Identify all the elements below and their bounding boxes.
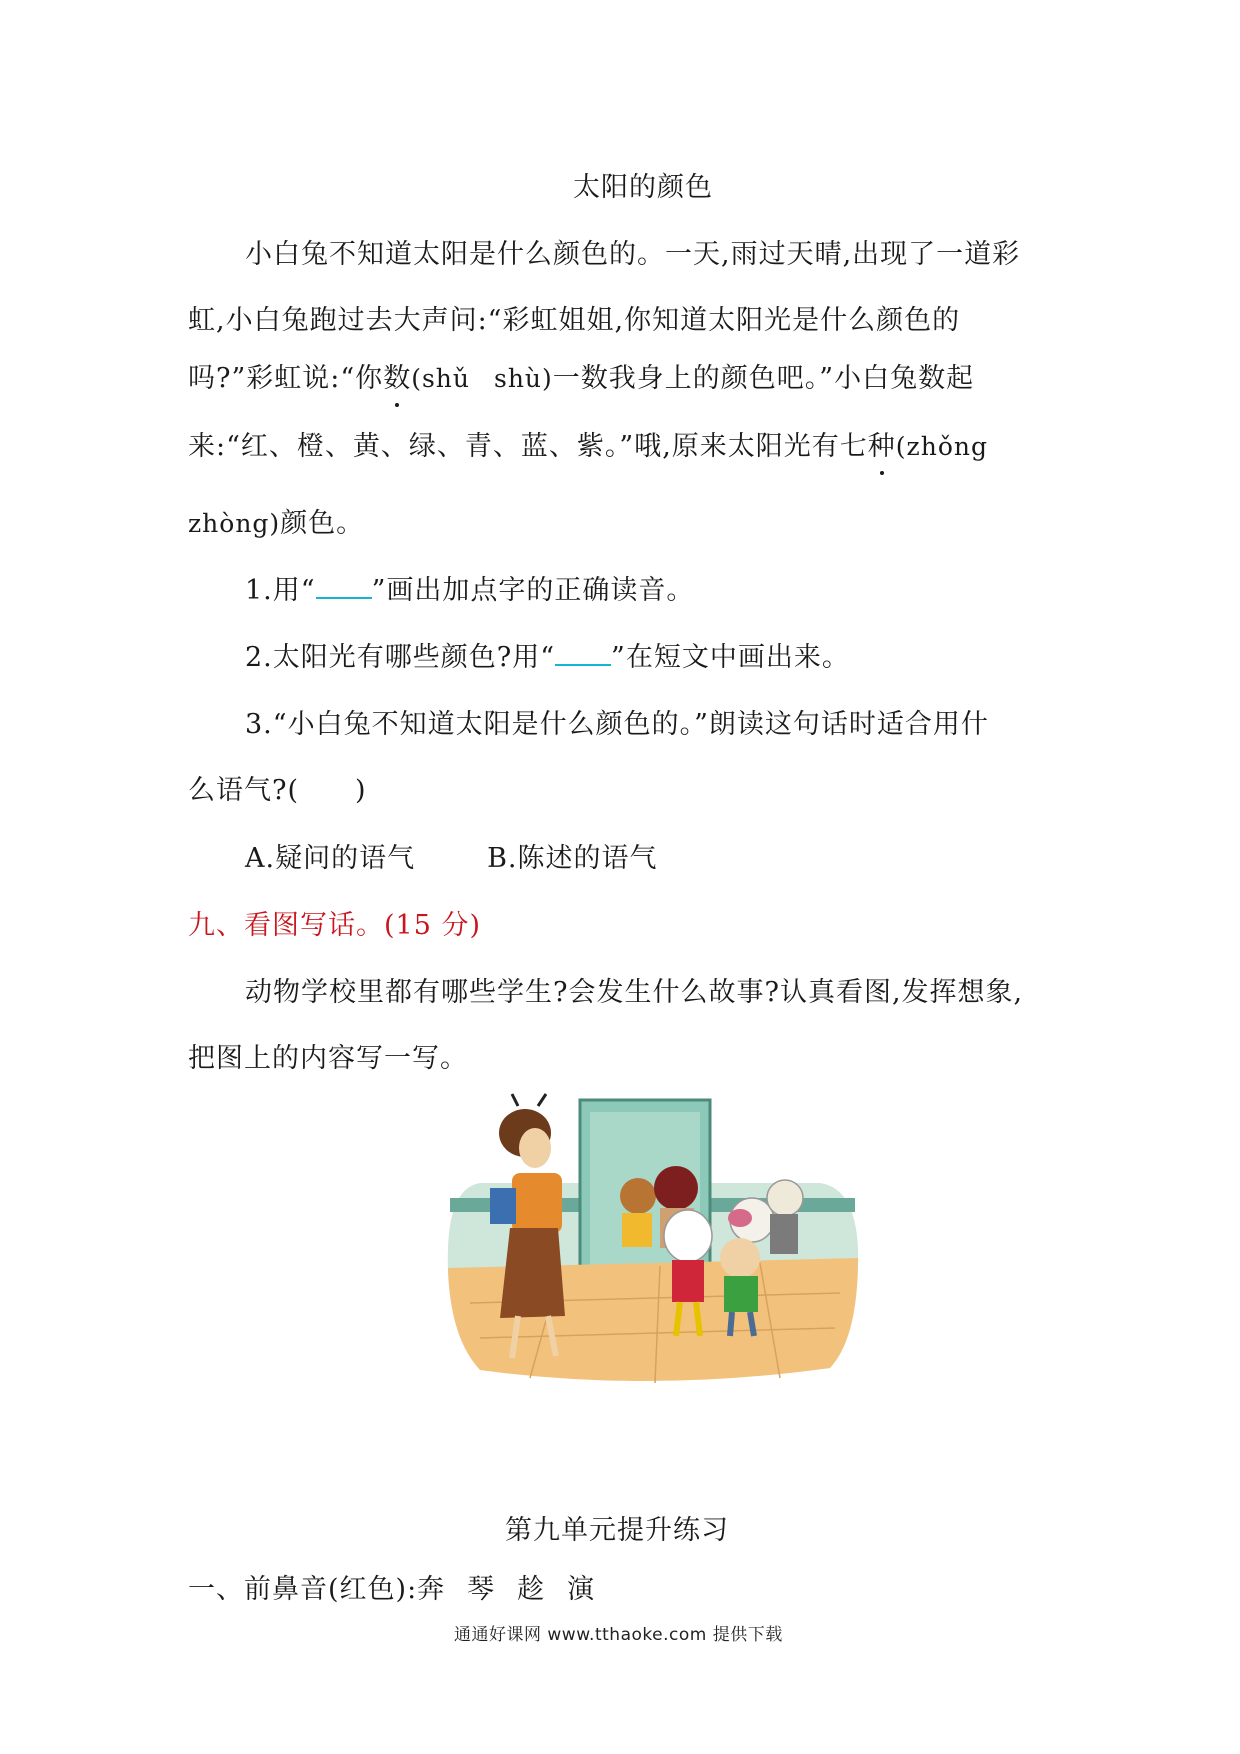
passage-line-1: 小白兔不知道太阳是什么颜色的。一天,雨过天晴,出现了一道彩 [245,239,1021,270]
question-3-line-1: 3.“小白兔不知道太阳是什么颜色的。”朗读这句话时适合用什 [245,709,989,740]
footer [454,1620,783,1645]
pinyin-option: (zhǒng [895,432,988,461]
question-1 [245,568,694,607]
unit-question-1 [188,1567,595,1606]
question-text: 2.太阳光有哪些颜色?用“ [245,642,556,673]
pinyin-option: (shǔ [411,364,470,393]
pinyin-option: zhòng) [188,509,281,538]
classroom-animals-illustration [440,1088,860,1388]
section-paragraph-2: 把图上的内容写一写。 [188,1043,468,1074]
option-b: B.陈述的语气 [487,843,658,874]
question-3-line-2: 么语气?( ) [188,775,367,806]
practice-character: 趁 [517,1574,546,1605]
passage-text: 一数我身上的颜色吧。”小白兔数起 [552,363,975,394]
passage-text: 来:“红、橙、黄、绿、青、蓝、紫。”哦,原来太阳光有七 [188,431,868,462]
section-paragraph-1: 动物学校里都有哪些学生?会发生什么故事?认真看图,发挥想象, [245,977,1024,1008]
passage-line-3 [188,356,974,395]
passage-line-2: 虹,小白兔跑过去大声问:“彩虹姐姐,你知道太阳光是什么颜色的 [188,305,961,336]
footer-note: 提供下载 [712,1625,783,1645]
option-a: A.疑问的语气 [245,843,416,874]
unit-title: 第九单元提升练习 [505,1515,729,1546]
answer-options [245,836,658,875]
dotted-character: 种 [868,424,896,463]
question-text: ”在短文中画出来。 [611,642,850,673]
passage-line-4 [188,424,988,463]
reading-title: 太阳的颜色 [573,172,713,203]
question-2 [245,635,850,674]
underline-sample [555,646,611,666]
passage-text: 颜色。 [280,508,365,539]
practice-character: 奔 [417,1574,446,1605]
question-label: 一、前鼻音(红色): [188,1574,418,1605]
underline-sample [316,579,372,599]
footer-site-name: 通通好课网 [454,1625,542,1645]
question-text: 1.用“ [245,575,316,606]
pinyin-option: shù) [493,364,553,393]
dotted-character: 数 [383,356,411,395]
question-text: ”画出加点字的正确读音。 [371,575,695,606]
section-heading: 九、看图写话。(15 分) [188,910,482,941]
passage-text: 吗?”彩虹说:“你 [188,363,384,394]
passage-line-5 [188,501,364,540]
practice-character: 琴 [467,1574,496,1605]
footer-url[interactable]: www.tthaoke.com [547,1625,707,1645]
practice-character: 演 [567,1574,596,1605]
